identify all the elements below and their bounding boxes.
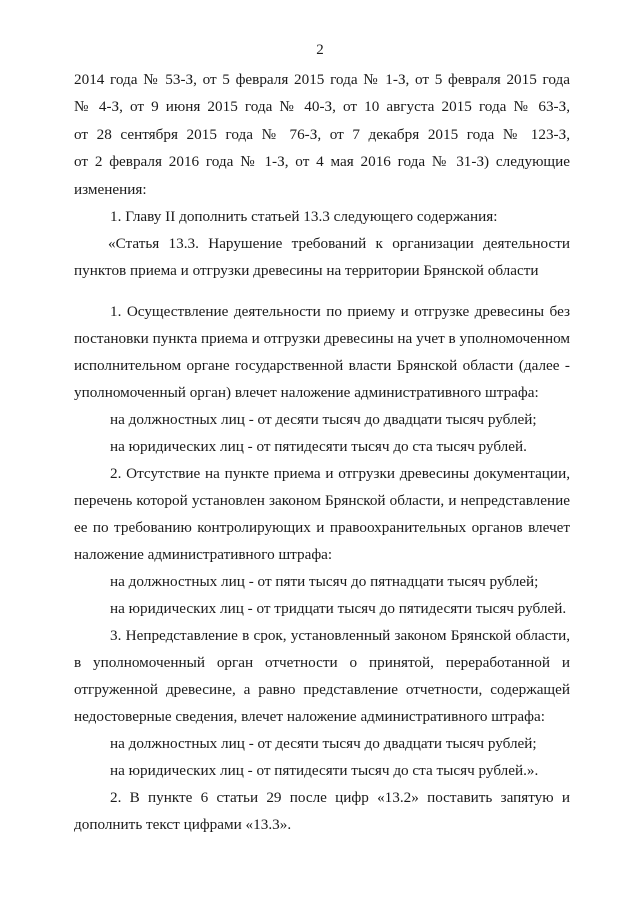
text-line: уполномоченный орган) влечет наложение административного штрафа: — [74, 384, 539, 401]
text-line: на должностных лиц - от десяти тысяч до двадцати тысяч рублей; — [110, 411, 537, 428]
text-line: от 28 сентября 2015 года № 76-З, от 7 декабря 2015 года № 123-З, — [74, 126, 570, 143]
text-line: отгруженной древесине, а равно представление отчетности, содержащей — [74, 681, 570, 698]
text-line: 3. Непредставление в срок, установленный законом Брянской области, — [110, 627, 570, 644]
text-line: перечень которой установлен законом Брянской области, и непредставление — [74, 492, 570, 509]
article-heading: «Статья 13.3. Нарушение требований к организации деятельности — [108, 235, 570, 252]
text-line: № 4-З, от 9 июня 2015 года № 40-З, от 10 августа 2015 года № 63-З, — [74, 98, 570, 115]
text-line: недостоверные сведения, влечет наложение административного штрафа: — [74, 708, 545, 725]
text-line: дополнить текст цифрами «13.3». — [74, 816, 292, 833]
text-line: в уполномоченный орган отчетности о принятой, переработанной и — [74, 654, 570, 671]
text-line: исполнительном органе государственной власти Брянской области (далее - — [74, 357, 570, 374]
text-line: изменения: — [74, 181, 147, 198]
text-line: на юридических лиц - от пятидесяти тысяч до ста тысяч рублей. — [110, 438, 527, 455]
article-heading: пунктов приема и отгрузки древесины на территории Брянской области — [74, 262, 539, 279]
text-line: 2. Отсутствие на пункте приема и отгрузки древесины документации, — [110, 465, 570, 482]
text-line: 1. Осуществление деятельности по приему и отгрузке древесины без — [110, 303, 570, 320]
text-line: наложение административного штрафа: — [74, 546, 333, 563]
text-line: от 2 февраля 2016 года № 1-З, от 4 мая 2016 года № 31-З) следующие — [74, 153, 570, 170]
text-line: 2. В пункте 6 статьи 29 после цифр «13.2» поставить запятую и — [110, 789, 570, 806]
page-number: 2 — [316, 42, 324, 58]
text-line: на должностных лиц - от десяти тысяч до двадцати тысяч рублей; — [110, 735, 537, 752]
text-line: постановки пункта приема и отгрузки древесины на учет в уполномоченном — [74, 330, 570, 347]
text-line: 2014 года № 53-З, от 5 февраля 2015 года № 1-З, от 5 февраля 2015 года — [74, 71, 570, 88]
text-line: на юридических лиц - от тридцати тысяч до пятидесяти тысяч рублей. — [110, 600, 567, 617]
text-line: 1. Главу II дополнить статьей 13.3 следующего содержания: — [110, 208, 498, 225]
text-line: на юридических лиц - от пятидесяти тысяч до ста тысяч рублей.». — [110, 762, 539, 779]
text-line: на должностных лиц - от пяти тысяч до пятнадцати тысяч рублей; — [110, 573, 539, 590]
text-line: ее по требованию контролирующих и правоохранительных органов влечет — [74, 519, 570, 536]
